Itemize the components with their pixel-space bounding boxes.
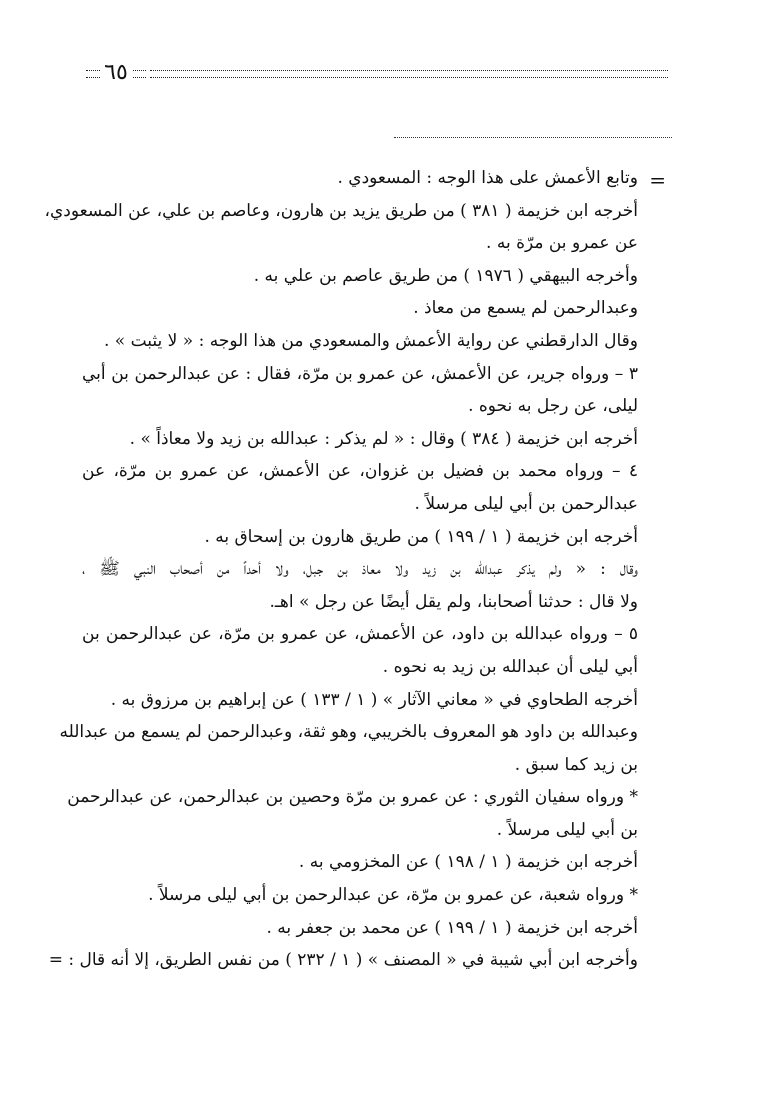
text-line: وأخرجه ابن أبي شيبة في « المصنف » ( ١ / ٢٣٢ ) من نفس الطريق، إلا أنه قال : = xyxy=(48,950,638,971)
text-line: أخرجه ابن خزيمة ( ١ / ١٩٩ ) من طريق هارون بن إسحاق به . xyxy=(204,526,638,547)
text-line: وتابع الأعمش على هذا الوجه : المسعودي . xyxy=(337,168,638,188)
text-line: أخرجه الطحاوي في « معاني الآثار » ( ١ / ١٣٣ ) عن إبراهيم بن مرزوق به . xyxy=(110,689,638,710)
page-number-text: ٦٥ xyxy=(100,60,132,85)
text-line: وعبدالرحمن لم يسمع من معاذ . xyxy=(413,298,638,319)
text-line: أخرجه ابن خزيمة ( ٣٨١ ) من طريق يزيد بن هارون، وعاصم بن علي، عن المسعودي، xyxy=(44,200,638,221)
footnote-text xyxy=(44,162,638,977)
header-rule xyxy=(150,70,668,78)
text-line: عن عمرو بن مرّة به . xyxy=(486,233,638,254)
text-line: عبدالرحمن بن أبي ليلى مرسلاً . xyxy=(414,493,638,514)
text-line: ليلى، عن رجل به نحوه . xyxy=(468,396,638,417)
text-line: ٤ – ورواه محمد بن فضيل بن غزوان، عن الأعمش، عن عمرو بن مرّة، عن xyxy=(82,461,638,482)
footnote-separator xyxy=(394,137,672,138)
text-line: ولا قال : حدثنا أصحابنا، ولم يقل أيضًا عن رجل » اهـ. xyxy=(269,591,638,612)
text-line: ٥ – ورواه عبدالله بن داود، عن الأعمش، عن عمرو بن مرّة، عن عبدالرحمن بن xyxy=(82,624,638,645)
page-number xyxy=(86,58,146,88)
page-header xyxy=(86,58,668,88)
text-line: * ورواه شعبة، عن عمرو بن مرّة، عن عبدالرحمن بن أبي ليلى مرسلاً . xyxy=(148,885,638,906)
text-line: أخرجه ابن خزيمة ( ١ / ١٩٨ ) عن المخزومي به . xyxy=(298,852,638,873)
text-line: أخرجه ابن خزيمة ( ٣٨٤ ) وقال : « لم يذكر : عبدالله بن زيد ولا معاذاً » . xyxy=(129,428,638,449)
text-line: بن زيد كما سبق . xyxy=(514,754,638,775)
text-line: ٣ – ورواه جرير، عن الأعمش، عن عمرو بن مرّة، فقال : عن عبدالرحمن بن أبي xyxy=(82,363,638,384)
text-line: * ورواه سفيان الثوري : عن عمرو بن مرّة وحصين بن عبدالرحمن، عن عبدالرحمن xyxy=(67,787,638,808)
text-line: وأخرجه البيهقي ( ١٩٧٦ ) من طريق عاصم بن علي به . xyxy=(253,265,638,286)
continuation-mark: = xyxy=(649,168,666,192)
text-line: وقال : « ولم يذكر عبدالله بن زيد ولا معاذ بن جبل، ولا أحداً من أصحاب النبي ﷺ ، xyxy=(82,559,638,580)
text-line: أبي ليلى أن عبدالله بن زيد به نحوه . xyxy=(382,656,638,677)
text-line: وقال الدارقطني عن رواية الأعمش والمسعودي من هذا الوجه : « لا يثبت » . xyxy=(103,330,638,351)
text-line: وعبدالله بن داود هو المعروف بالخريبي، وهو ثقة، وعبدالرحمن لم يسمع من عبدالله xyxy=(59,722,638,743)
text-line: بن أبي ليلى مرسلاً . xyxy=(496,819,638,840)
text-line: أخرجه ابن خزيمة ( ١ / ١٩٩ ) عن محمد بن جعفر به . xyxy=(266,917,638,938)
